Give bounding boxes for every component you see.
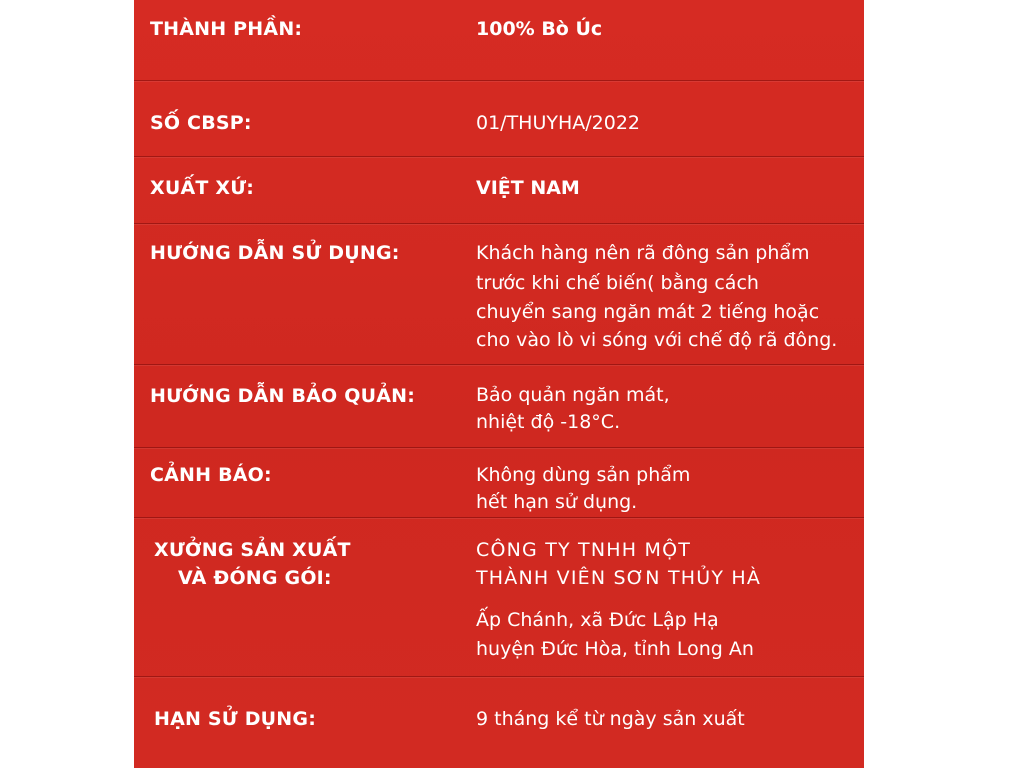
divider [134,676,864,677]
divider [134,80,864,81]
warning-line-2: hết hạn sử dụng. [476,491,638,513]
company-line-1: CÔNG TY TNHH MỘT [476,539,692,561]
product-number-value: 01/THUYHA/2022 [476,112,641,134]
origin-value: VIỆT NAM [476,177,580,199]
warning-key: CẢNH BÁO: [150,464,272,486]
usage-line-2: trước khi chế biến( bằng cách [476,272,759,294]
product-label-panel [134,0,864,768]
usage-line-3: chuyển sang ngăn mát 2 tiếng hoặc [476,301,820,323]
company-line-2: THÀNH VIÊN SƠN THỦY HÀ [476,567,762,589]
expiry-key: HẠN SỬ DỤNG: [154,708,316,730]
storage-line-1: Bảo quản ngăn mát, [476,384,670,406]
expiry-value: 9 tháng kể từ ngày sản xuất [476,708,745,730]
storage-line-2: nhiệt độ -18°C. [476,411,621,433]
usage-line-1: Khách hàng nên rã đông sản phẩm [476,242,810,264]
usage-line-4: cho vào lò vi sóng với chế độ rã đông. [476,329,838,351]
divider [134,447,864,448]
warning-line-1: Không dùng sản phẩm [476,464,691,486]
storage-key: HƯỚNG DẪN BẢO QUẢN: [150,385,416,407]
divider [134,223,864,224]
origin-key: XUẤT XỨ: [150,177,255,199]
address-line-1: Ấp Chánh, xã Đức Lập Hạ [476,609,719,631]
producer-key-line-1: XƯỞNG SẢN XUẤT [154,539,351,561]
usage-key: HƯỚNG DẪN SỬ DỤNG: [150,242,400,264]
product-number-key: SỐ CBSP: [150,112,252,134]
ingredients-value: 100% Bò Úc [476,18,603,40]
address-line-2: huyện Đức Hòa, tỉnh Long An [476,638,754,660]
divider [134,156,864,157]
ingredients-key: THÀNH PHẦN: [150,18,303,40]
divider [134,517,864,518]
divider [134,364,864,365]
producer-key-line-2: VÀ ĐÓNG GÓI: [178,567,332,589]
